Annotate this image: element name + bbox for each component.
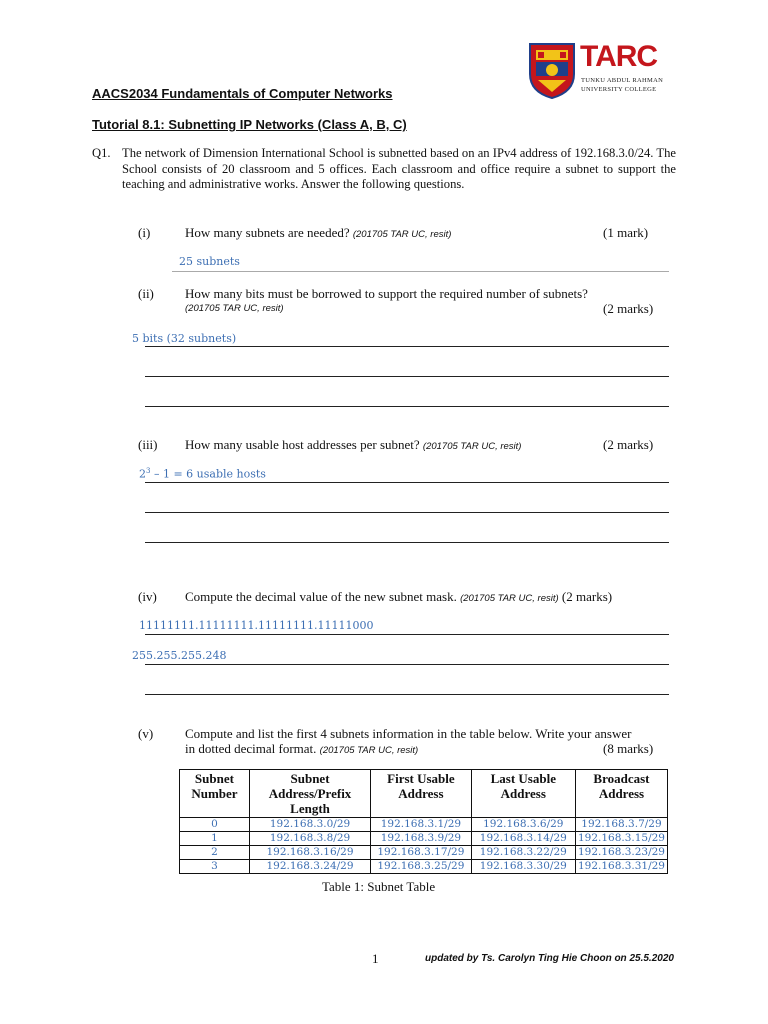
- table-cell[interactable]: 192.168.3.22/29: [471, 846, 575, 860]
- table-cell[interactable]: 192.168.3.1/29: [371, 818, 472, 832]
- part-v-line2: [185, 741, 418, 757]
- part-iv-text: Compute the decimal value of the new subnet mask.: [185, 589, 457, 604]
- logo-line2: UNIVERSITY COLLEGE: [581, 86, 657, 93]
- part-iii-label: (iii): [138, 437, 158, 452]
- updated-note: updated by Ts. Carolyn Ting Hie Choon on 25.5.2020: [425, 953, 674, 964]
- part-iii-ref: (201705 TAR UC, resit): [422, 441, 522, 452]
- question-text: The network of Dimension International School is subnetted based on an IPv4 address of 192.168.3.0/24. The School consists of 20 classroom and 5 offices. Each classroom and office require a subnet to support the teaching and administrative works. Answer the following questions.: [122, 146, 676, 191]
- part-iii-marks: (2 marks): [603, 437, 654, 452]
- part-iv-marks: (2 marks): [561, 589, 613, 604]
- answer-line: [145, 694, 669, 695]
- answer-line: [145, 634, 669, 635]
- table-cell[interactable]: 192.168.3.31/29: [575, 860, 667, 874]
- part-iii-answer[interactable]: [139, 467, 266, 481]
- table-cell[interactable]: 192.168.3.6/29: [471, 818, 575, 832]
- part-iv-question: [185, 589, 612, 605]
- part-ii-ref: (201705 TAR UC, resit): [185, 303, 284, 314]
- course-title: AACS2034 Fundamentals of Computer Networks: [92, 86, 393, 101]
- header-subnet-number: Subnet Number: [180, 770, 250, 818]
- part-v-marks: (8 marks): [603, 741, 654, 756]
- table-cell[interactable]: 192.168.3.7/29: [575, 818, 667, 832]
- answer-line: [145, 664, 669, 665]
- subnet-table: [179, 769, 668, 874]
- part-iv-answer-decimal[interactable]: 255.255.255.248: [132, 649, 227, 662]
- answer-line: [145, 346, 669, 347]
- answer-exponent: 3: [146, 467, 151, 475]
- table-cell[interactable]: 192.168.3.17/29: [371, 846, 472, 860]
- part-ii-text: How many bits must be borrowed to support the required number of subnets?: [185, 286, 588, 301]
- table-row: [180, 818, 668, 832]
- part-ii-marks: (2 marks): [603, 301, 654, 316]
- table-row: [180, 860, 668, 874]
- answer-line: [172, 271, 669, 272]
- answer-base: 2: [139, 467, 146, 481]
- part-i-answer[interactable]: 25 subnets: [179, 255, 240, 268]
- answer-line: [145, 406, 669, 407]
- table-cell[interactable]: 1: [180, 832, 250, 846]
- table-cell[interactable]: 192.168.3.30/29: [471, 860, 575, 874]
- answer-line: [145, 482, 669, 483]
- table-row: [180, 846, 668, 860]
- part-v-text1: Compute and list the first 4 subnets information in the table below. Write your answer: [185, 726, 632, 741]
- table-cell[interactable]: 192.168.3.9/29: [371, 832, 472, 846]
- header-subnet-address: Subnet Address/Prefix Length: [249, 770, 370, 818]
- part-v-ref: (201705 TAR UC, resit): [319, 745, 419, 756]
- part-iii-question: [185, 437, 521, 453]
- page-number: 1: [372, 951, 379, 966]
- table-cell[interactable]: 192.168.3.16/29: [249, 846, 370, 860]
- part-i-text: How many subnets are needed?: [185, 225, 350, 240]
- tarc-logo: [528, 40, 673, 100]
- answer-line: [145, 376, 669, 377]
- question-1: [92, 146, 676, 193]
- part-ii-label: (ii): [138, 286, 154, 301]
- answer-line: [145, 542, 669, 543]
- table-cell[interactable]: 0: [180, 818, 250, 832]
- logo-brand: TARC: [580, 40, 658, 73]
- part-iv-label: (iv): [138, 589, 157, 604]
- logo-line1: TUNKU ABDUL RAHMAN: [581, 77, 664, 84]
- part-v-label: (v): [138, 726, 154, 741]
- part-i-ref: (201705 TAR UC, resit): [352, 229, 452, 240]
- table-cell[interactable]: 192.168.3.8/29: [249, 832, 370, 846]
- part-i-marks: (1 mark): [603, 225, 649, 240]
- part-iv-ref: (201705 TAR UC, resit): [460, 593, 559, 604]
- header-last-usable: Last Usable Address: [471, 770, 575, 818]
- table-cell[interactable]: 192.168.3.25/29: [371, 860, 472, 874]
- table-cell[interactable]: 192.168.3.15/29: [575, 832, 667, 846]
- table-cell[interactable]: 192.168.3.0/29: [249, 818, 370, 832]
- header-first-usable: First Usable Address: [371, 770, 472, 818]
- part-i-question: [185, 225, 451, 241]
- table-cell[interactable]: 2: [180, 846, 250, 860]
- answer-rest: – 1 = 6 usable hosts: [150, 467, 266, 481]
- table-caption: Table 1: Subnet Table: [322, 879, 436, 894]
- header-broadcast: Broadcast Address: [575, 770, 667, 818]
- question-number: Q1.: [92, 146, 111, 160]
- part-iii-text: How many usable host addresses per subnet?: [185, 437, 420, 452]
- table-cell[interactable]: 3: [180, 860, 250, 874]
- part-i-label: (i): [138, 225, 151, 240]
- part-v-text2: in dotted decimal format.: [185, 741, 317, 756]
- table-cell[interactable]: 192.168.3.24/29: [249, 860, 370, 874]
- table-header-row: [180, 770, 668, 818]
- part-iv-answer-binary[interactable]: 11111111.11111111.11111111.11111000: [139, 619, 374, 632]
- tutorial-title: Tutorial 8.1: Subnetting IP Networks (Class A, B, C): [92, 117, 407, 132]
- table-cell[interactable]: 192.168.3.14/29: [471, 832, 575, 846]
- part-ii-answer[interactable]: 5 bits (32 subnets): [132, 332, 237, 345]
- table-cell[interactable]: 192.168.3.23/29: [575, 846, 667, 860]
- answer-line: [145, 512, 669, 513]
- table-row: [180, 832, 668, 846]
